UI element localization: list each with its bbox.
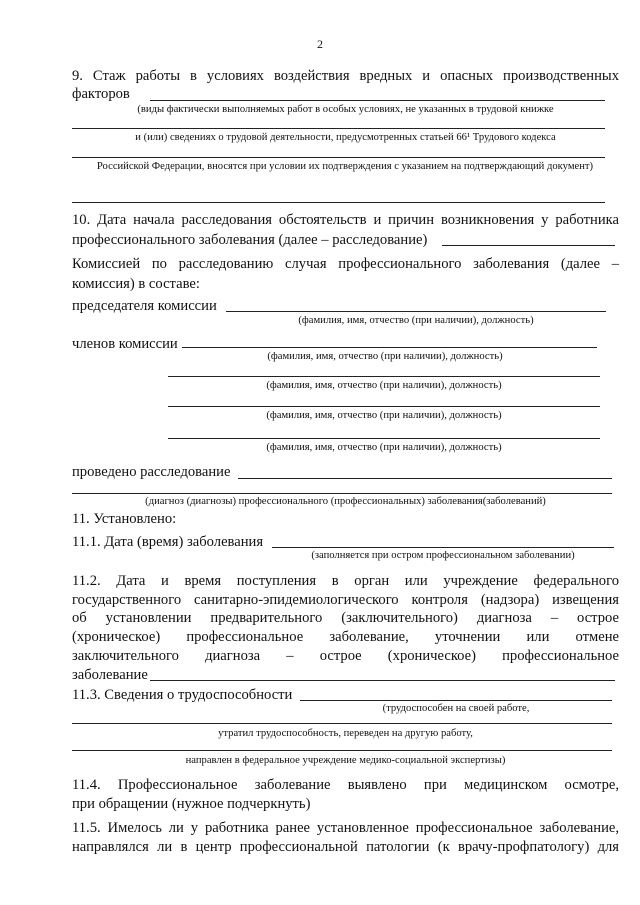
- s9-line2: факторов: [72, 86, 130, 102]
- s11-2-line3: об установлении предварительного (заключительного) диагноза – острое: [72, 610, 619, 626]
- s9-caption-1: (виды фактически выполняемых работ в особых условиях, не указанных в трудовой книжке: [137, 104, 554, 115]
- diagnosis-caption: (диагноз (диагнозы) профессионального (профессиональных) заболевания(заболеваний): [145, 496, 546, 507]
- s11-3-fill-line-3: [72, 750, 612, 751]
- s10-line1: 10. Дата начала расследования обстоятельств и причин возникновения у работника: [72, 212, 619, 228]
- s11-5-line2: направлялся ли в центр профессиональной патологии (к врачу-профпатологу) для: [72, 839, 619, 855]
- s11-1-caption: (заполняется при остром профессиональном заболевании): [311, 550, 575, 561]
- member-2-caption: (фамилия, имя, отчество (при наличии), должность): [266, 380, 502, 391]
- conducted-fill-line-2: [72, 493, 612, 494]
- s11-2-line1: 11.2. Дата и время поступления в орган или учреждение федерального: [72, 573, 619, 589]
- s11-heading: 11. Установлено:: [72, 511, 177, 527]
- s11-3-caption-1: (трудоспособен на своей работе,: [382, 703, 530, 714]
- member-1-caption: (фамилия, имя, отчество (при наличии), должность): [267, 351, 503, 362]
- s11-4-line1: 11.4. Профессиональное заболевание выявлено при медицинском осмотре,: [72, 777, 619, 793]
- member-1-line: [182, 347, 597, 348]
- s9-fill-line-4: [72, 202, 605, 203]
- s11-3-label: 11.3. Сведения о трудоспособности: [72, 687, 293, 703]
- chair-fill-line: [226, 311, 606, 312]
- chair-label: председателя комиссии: [72, 298, 217, 314]
- s9-line1: 9. Стаж работы в условиях воздействия вредных и опасных производственных: [72, 68, 619, 84]
- s11-1-fill-line: [272, 547, 614, 548]
- s11-5-line1: 11.5. Имелось ли у работника ранее установленное профессиональное заболевание,: [72, 820, 619, 836]
- s9-caption-3: Российской Федерации, вносятся при условии их подтверждения с указанием на подтверждающий документ): [96, 161, 594, 172]
- member-3-line: [168, 406, 600, 407]
- s9-fill-line-3: [72, 157, 605, 158]
- page-number: 2: [317, 37, 323, 51]
- s11-3-fill-line-2: [72, 723, 612, 724]
- s9-caption-2: и (или) сведениях о трудовой деятельности, предусмотренных статьей 66¹ Трудового кодекса: [135, 132, 556, 143]
- s10-commission-line1: Комиссией по расследованию случая профессионального заболевания (далее –: [72, 256, 619, 272]
- s11-2-line5: заключительного диагноза – острое (хроническое) профессиональное: [72, 648, 619, 664]
- members-label: членов комиссии: [72, 336, 178, 352]
- member-4-caption: (фамилия, имя, отчество (при наличии), должность): [266, 442, 502, 453]
- member-2-line: [168, 376, 600, 377]
- s11-1-label: 11.1. Дата (время) заболевания: [72, 534, 264, 550]
- s10-date-line: [442, 245, 615, 246]
- s11-3-caption-2: утратил трудоспособность, переведен на другую работу,: [218, 728, 473, 739]
- s11-2-fill-line: [150, 680, 615, 681]
- s11-2-line6: заболевание: [72, 667, 148, 683]
- s10-line2: профессионального заболевания (далее – расследование): [72, 232, 428, 248]
- s11-2-line4: (хроническое) профессиональное заболевание, уточнении или отмене: [72, 629, 619, 645]
- chair-caption: (фамилия, имя, отчество (при наличии), должность): [298, 315, 534, 326]
- conducted-label: проведено расследование: [72, 464, 231, 480]
- s11-3-caption-3: направлен в федеральное учреждение медико-социальной экспертизы): [185, 755, 506, 766]
- s9-fill-line-1: [150, 100, 605, 101]
- member-4-line: [168, 438, 600, 439]
- s11-4-line2: при обращении (нужное подчеркнуть): [72, 796, 311, 812]
- s10-commission-line2: комиссия) в составе:: [72, 276, 200, 292]
- member-3-caption: (фамилия, имя, отчество (при наличии), должность): [266, 410, 502, 421]
- s9-fill-line-2: [72, 128, 605, 129]
- conducted-fill-line-1: [238, 478, 612, 479]
- s11-3-fill-line-1: [300, 700, 612, 701]
- s11-2-line2: государственного санитарно-эпидемиологического контроля (надзора) извещения: [72, 592, 619, 608]
